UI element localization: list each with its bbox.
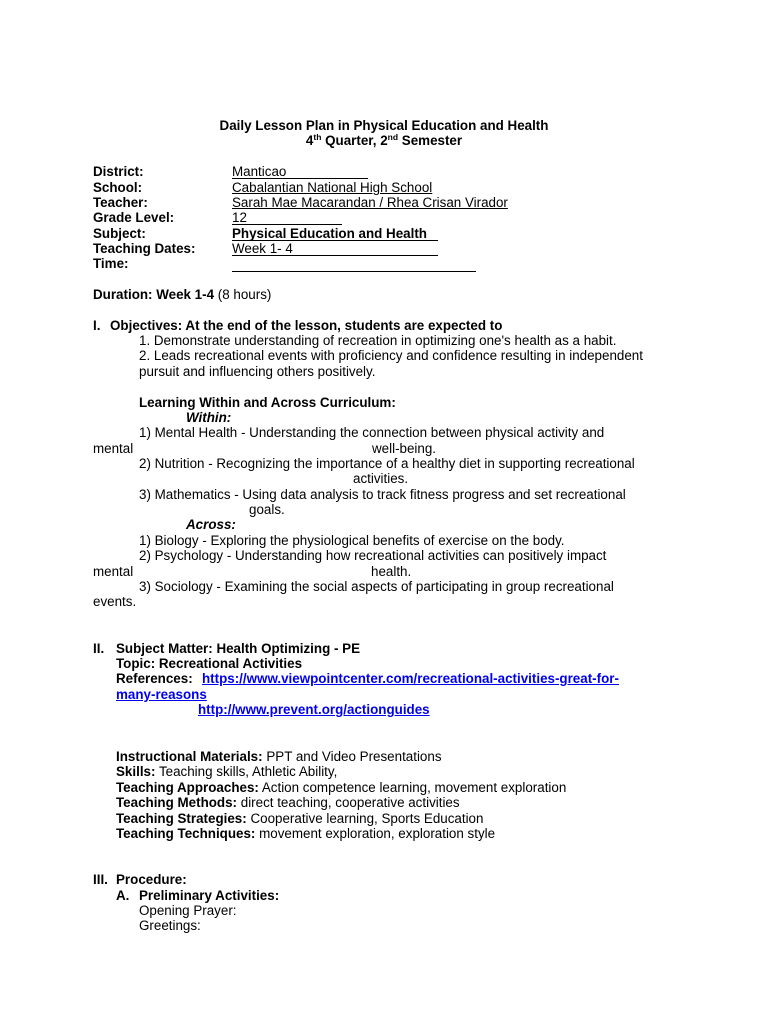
procedure-item: Greetings: bbox=[139, 918, 201, 933]
semester-word: Semester bbox=[401, 133, 463, 148]
school-value: Cabalantian National High School bbox=[232, 180, 433, 195]
instructional-materials-value: PPT and Video Presentations bbox=[266, 749, 442, 764]
teaching-dates-value: Week 1- 4 bbox=[232, 241, 293, 256]
teaching-strategies-value: Cooperative learning, Sports Education bbox=[250, 811, 484, 826]
duration-label: Duration: Week 1-4 bbox=[93, 287, 215, 302]
teaching-dates-underline bbox=[232, 255, 438, 256]
teaching-techniques-label: Teaching Techniques: bbox=[116, 826, 256, 841]
across-item: mental bbox=[93, 564, 134, 579]
section-number-1: I. bbox=[93, 318, 101, 333]
preliminary-activities-heading: Preliminary Activities: bbox=[139, 888, 280, 903]
teaching-approaches bbox=[116, 780, 566, 796]
grade-level-underline bbox=[232, 224, 342, 225]
teaching-techniques bbox=[116, 826, 495, 842]
time-label: Time: bbox=[93, 256, 129, 271]
objectives-heading: Objectives: At the end of the lesson, students are expected to bbox=[110, 318, 503, 333]
teaching-methods-label: Teaching Methods: bbox=[116, 795, 238, 810]
subject-label: Subject: bbox=[93, 226, 146, 241]
within-item: mental bbox=[93, 441, 134, 456]
teaching-strategies-label: Teaching Strategies: bbox=[116, 811, 247, 826]
within-item: 2) Nutrition - Recognizing the importance of a healthy diet in supporting recreational bbox=[139, 456, 635, 471]
district-label: District: bbox=[93, 164, 144, 179]
objective-item: 2. Leads recreational events with proficiency and confidence resulting in independent bbox=[139, 348, 643, 363]
curriculum-heading: Learning Within and Across Curriculum: bbox=[139, 395, 396, 410]
teaching-dates-label: Teaching Dates: bbox=[93, 241, 196, 256]
skills bbox=[116, 764, 337, 780]
across-item: 1) Biology - Exploring the physiological benefits of exercise on the body. bbox=[139, 533, 565, 548]
within-item: goals. bbox=[249, 502, 285, 517]
subject-matter-heading: Subject Matter: Health Optimizing - PE bbox=[116, 641, 361, 656]
instructional-materials-label: Instructional Materials: bbox=[116, 749, 263, 764]
section-number-2: II. bbox=[93, 641, 105, 656]
teacher-value: Sarah Mae Macarandan / Rhea Crisan Virador bbox=[232, 195, 508, 210]
within-label: Within: bbox=[186, 410, 232, 425]
skills-label: Skills: bbox=[116, 764, 156, 779]
procedure-item: Opening Prayer: bbox=[139, 903, 237, 918]
within-item: activities. bbox=[353, 471, 409, 486]
quarter-number: 4 bbox=[305, 133, 314, 148]
across-item: events. bbox=[93, 594, 137, 609]
school-label: School: bbox=[93, 180, 143, 195]
teaching-methods-value: direct teaching, cooperative activities bbox=[240, 795, 460, 810]
within-item: well-being. bbox=[372, 441, 437, 456]
grade-level-value: 12 bbox=[232, 210, 247, 225]
teaching-techniques-value: movement exploration, exploration style bbox=[259, 826, 496, 841]
teaching-approaches-label: Teaching Approaches: bbox=[116, 780, 259, 795]
district-value: Manticao bbox=[232, 164, 287, 179]
skills-value: Teaching skills, Athletic Ability, bbox=[158, 764, 338, 779]
grade-level-label: Grade Level: bbox=[93, 210, 175, 225]
page-title: Daily Lesson Plan in Physical Education and Health bbox=[219, 118, 549, 133]
section-number-3: III. bbox=[93, 872, 108, 887]
time-underline bbox=[232, 271, 476, 272]
procedure-a-letter: A. bbox=[116, 888, 130, 903]
quarter-word: Quarter, 2 bbox=[325, 133, 388, 148]
teaching-approaches-value: Action competence learning, movement exploration bbox=[261, 780, 567, 795]
instructional-materials bbox=[116, 749, 442, 765]
across-label: Across: bbox=[186, 517, 236, 532]
subject-value: Physical Education and Health bbox=[232, 226, 427, 241]
district-underline bbox=[232, 178, 368, 179]
references-label: References: bbox=[116, 671, 193, 686]
teacher-label: Teacher: bbox=[93, 195, 148, 210]
objective-item: pursuit and influencing others positively. bbox=[139, 364, 376, 379]
within-item: 3) Mathematics - Using data analysis to track fitness progress and set recreational bbox=[139, 487, 626, 502]
across-item: health. bbox=[371, 564, 412, 579]
teaching-strategies bbox=[116, 811, 483, 827]
across-item: 3) Sociology - Examining the social aspects of participating in group recreational bbox=[139, 579, 614, 594]
reference-link-1-continued[interactable]: many-reasons bbox=[116, 687, 207, 702]
semester-suffix: nd bbox=[387, 132, 399, 142]
procedure-heading: Procedure: bbox=[116, 872, 187, 887]
duration-value: (8 hours) bbox=[217, 287, 272, 302]
within-item: 1) Mental Health - Understanding the connection between physical activity and bbox=[139, 425, 605, 440]
objective-item: 1. Demonstrate understanding of recreation in optimizing one's health as a habit. bbox=[139, 333, 617, 348]
topic-line: Topic: Recreational Activities bbox=[116, 656, 303, 671]
across-item: 2) Psychology - Understanding how recreational activities can positively impact bbox=[139, 548, 607, 563]
page-subtitle bbox=[0, 133, 768, 149]
reference-link-2[interactable]: http://www.prevent.org/actionguides bbox=[198, 702, 430, 717]
quarter-suffix: th bbox=[313, 132, 322, 142]
teaching-methods bbox=[116, 795, 460, 811]
reference-link-1[interactable]: https://www.viewpointcenter.com/recreational-activities-great-for- bbox=[202, 671, 619, 686]
duration-line bbox=[93, 287, 271, 303]
